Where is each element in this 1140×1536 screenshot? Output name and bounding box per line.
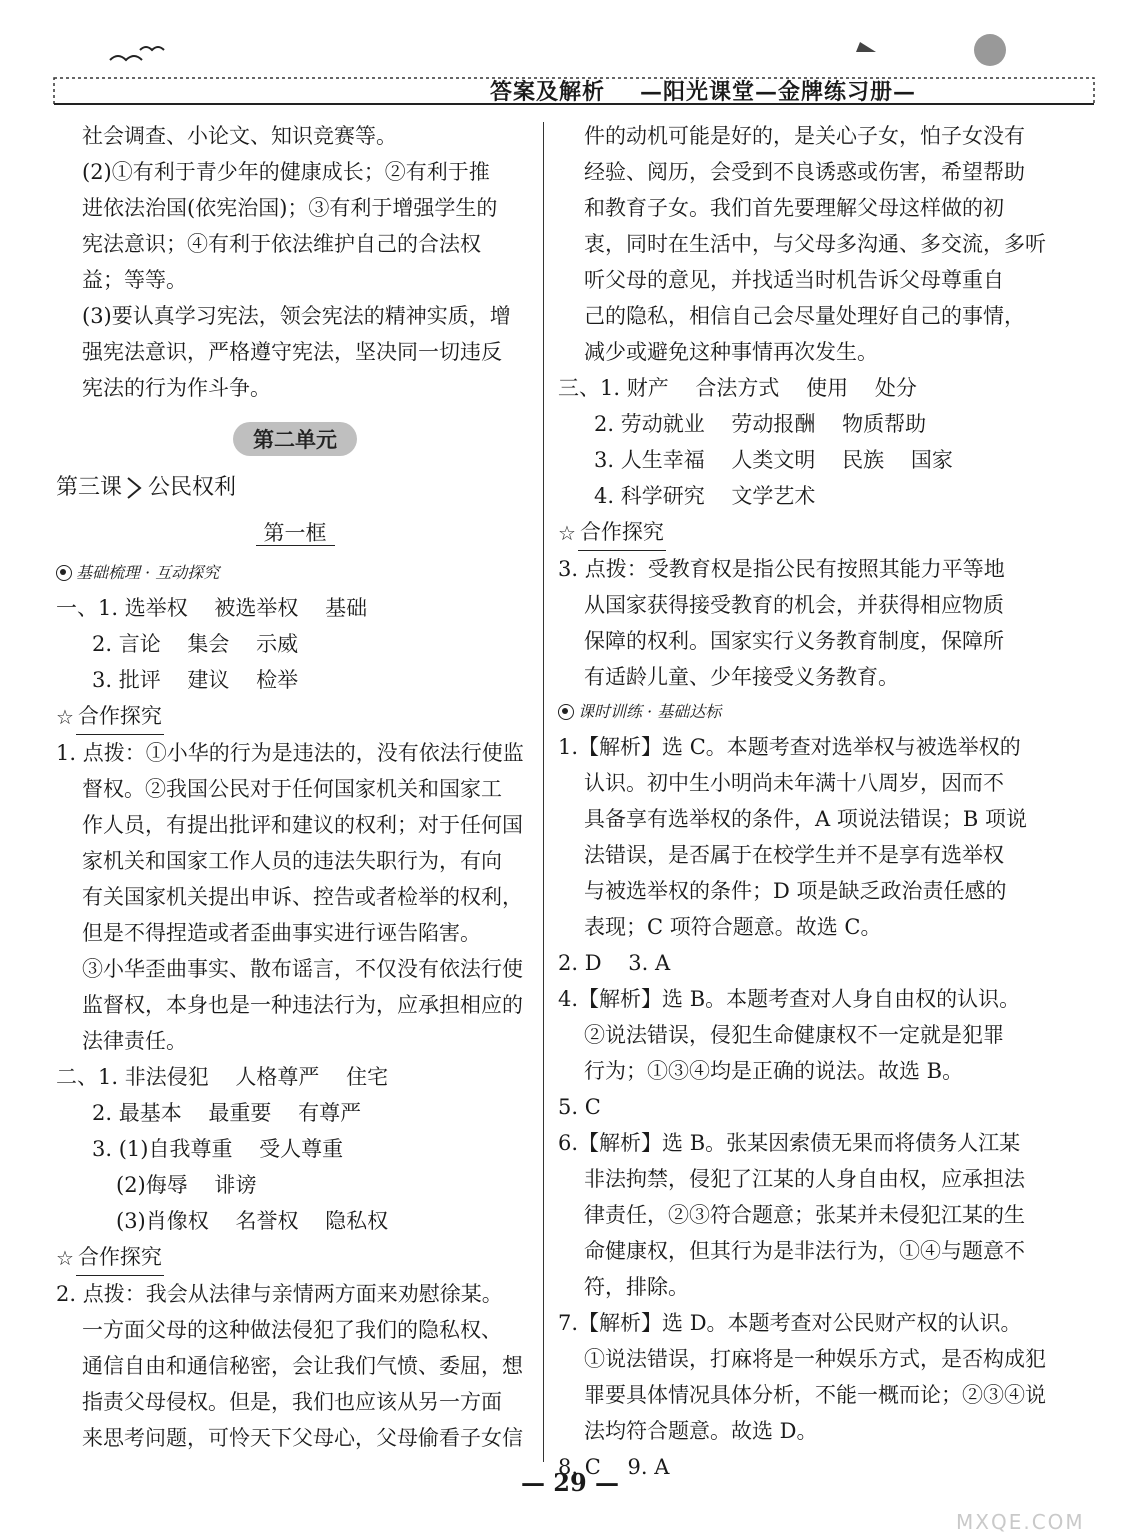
answer-line: 从国家获得接受教育的机会，并获得相应物质: [584, 593, 1004, 617]
answer-line: 命健康权，但其行为是非法行为，①④与题意不: [584, 1239, 1025, 1263]
text-line: (3)要认真学习宪法，领会宪法的精神实质，增: [82, 304, 511, 328]
star-icon: ☆: [56, 704, 74, 729]
answer-line: 3. 批评 建议 检举: [92, 668, 299, 692]
column-divider: [543, 122, 544, 1462]
page-header: [50, 20, 1100, 110]
text-line: 宪法意识；④有利于依法维护自己的合法权: [82, 232, 481, 256]
left-column: [56, 118, 534, 1456]
frame-title: 第一框: [56, 514, 534, 552]
lesson-number: 第三课: [56, 475, 123, 500]
text-line: (2)①有利于青少年的健康成长；②有利于推: [82, 160, 490, 184]
answer-line: 3. 点拨：受教育权是指公民有按照其能力平等地: [558, 557, 1005, 581]
answer-line: 二、1. 非法侵犯 人格尊严 住宅: [56, 1065, 389, 1089]
coop-heading: ☆ 合作探究: [56, 1239, 534, 1276]
answer-line: 法律责任。: [82, 1029, 187, 1053]
answer-line: (3)肖像权 名誉权 隐私权: [116, 1209, 389, 1233]
answer-line: 听父母的意见，并找适当时机告诉父母尊重自: [584, 268, 1004, 292]
answer-line: (2)侮辱 诽谤: [116, 1173, 257, 1197]
answer-line: 2. 最基本 最重要 有尊严: [92, 1101, 362, 1125]
answer-line: 3. 人生幸福 人类文明 民族 国家: [594, 448, 953, 472]
answer-line: 法均符合题意。故选 D。: [584, 1419, 818, 1443]
answer-line: 和教育子女。我们首先要理解父母这样做的初: [584, 196, 1004, 220]
answer-line: 2. D 3. A: [558, 951, 671, 975]
section-icon: [56, 565, 72, 581]
answer-line: 作人员，有提出批评和建议的权利；对于任何国: [82, 813, 523, 837]
answer-line: 律责任，②③符合题意；张某并未侵犯江某的生: [584, 1203, 1025, 1227]
answer-line: 衷，同时在生活中，与父母多沟通、多交流，多听: [584, 232, 1046, 256]
answer-line: 表现；C 项符合题意。故选 C。: [584, 915, 882, 939]
answer-line: 己的隐私，相信自己会尽量处理好自己的事情，: [584, 304, 1025, 328]
answer-line: 2. 劳动就业 劳动报酬 物质帮助: [594, 412, 927, 436]
answer-line: 三、1. 财产 合法方式 使用 处分: [558, 376, 917, 400]
coop-heading: ☆ 合作探究: [56, 698, 534, 735]
text-line: 强宪法意识，严格遵守宪法，坚决同一切违反: [82, 340, 502, 364]
answer-line: 法错误，是否属于在校学生并不是享有选举权: [584, 843, 1004, 867]
answer-line: 件的动机可能是好的，是关心子女，怕子女没有: [584, 124, 1025, 148]
answer-line: 2. 言论 集会 示威: [92, 632, 299, 656]
header-right-title: —阳光课堂—金牌练习册—: [640, 79, 917, 105]
answer-line: 指责父母侵权。但是，我们也应该从另一方面: [82, 1390, 502, 1414]
coop-heading: ☆ 合作探究: [558, 514, 1048, 551]
answer-line: 6.【解析】选 B。张某因索债无果而将债务人江某: [558, 1131, 1021, 1155]
watermark-logo: [956, 1470, 1136, 1534]
header-left-title: 答案及解析: [490, 79, 606, 105]
answer-line: 3. (1)自我尊重 受人尊重: [92, 1137, 344, 1161]
answer-line: 1.【解析】选 C。本题考查对选举权与被选举权的: [558, 735, 1021, 759]
page-number: — 29 —: [520, 1468, 620, 1497]
text-line: 进依法治国(依宪治国)；③有利于增强学生的: [82, 196, 498, 220]
answer-line: 督权。②我国公民对于任何国家机关和国家工: [82, 777, 502, 801]
section-heading: 基础梳理 · 互动探究: [56, 558, 534, 588]
answer-line: 通信自由和通信秘密，会让我们气愤、委屈，想: [82, 1354, 523, 1378]
answer-line: 4. 科学研究 文学艺术: [594, 484, 816, 508]
unit-banner-label: 第二单元: [233, 422, 357, 456]
section-icon: [558, 704, 574, 720]
answer-line: 7.【解析】选 D。本题考查对公民财产权的认识。: [558, 1311, 1022, 1335]
answer-line: 非法拘禁，侵犯了江某的人身自由权，应承担法: [584, 1167, 1025, 1191]
watermark-text: MXQE.COM: [956, 1510, 1085, 1534]
answer-line: 减少或避免这种事情再次发生。: [584, 340, 878, 364]
answer-line: 与被选举权的条件；D 项是缺乏政治责任感的: [584, 879, 1007, 903]
lesson-title: [56, 468, 534, 508]
star-icon: ☆: [558, 520, 576, 545]
answer-line: 具备享有选举权的条件，A 项说法错误；B 项说: [584, 807, 1027, 831]
chevron-right-icon: [126, 476, 142, 500]
star-icon: ☆: [56, 1245, 74, 1270]
answer-line: 家机关和国家工作人员的违法失职行为，有向: [82, 849, 502, 873]
answer-line: ①说法错误，打麻将是一种娱乐方式，是否构成犯: [584, 1347, 1046, 1371]
answer-line: ②说法错误，侵犯生命健康权不一定就是犯罪: [584, 1023, 1004, 1047]
unit-banner: [56, 416, 534, 462]
answer-line: 行为；①③④均是正确的说法。故选 B。: [584, 1059, 964, 1083]
right-column: [558, 118, 1048, 1485]
text-line: 益；等等。: [82, 268, 187, 292]
text-line: 社会调查、小论文、知识竞赛等。: [82, 124, 397, 148]
answer-line: 5. C: [558, 1095, 601, 1119]
answer-line: 来思考问题，可怜天下父母心，父母偷看子女信: [82, 1426, 523, 1450]
answer-line: 4.【解析】选 B。本题考查对人身自由权的认识。: [558, 987, 1021, 1011]
answer-line: 符，排除。: [584, 1275, 689, 1299]
answer-line: 但是不得捏造或者歪曲事实进行诬告陷害。: [82, 921, 481, 945]
answer-line: 8. C 9. A: [558, 1455, 670, 1479]
answer-line: 一方面父母的这种做法侵犯了我们的隐私权、: [82, 1318, 502, 1342]
answer-line: 罪要具体情况具体分析，不能一概而论；②③④说: [584, 1383, 1046, 1407]
answer-line: 认识。初中生小明尚未年满十八周岁，因而不: [584, 771, 1004, 795]
text-line: 宪法的行为作斗争。: [82, 376, 271, 400]
section-heading: 课时训练 · 基础达标: [558, 697, 1048, 727]
answer-line: 监督权，本身也是一种违法行为，应承担相应的: [82, 993, 523, 1017]
answer-line: 有关国家机关提出申诉、控告或者检举的权利，: [82, 885, 523, 909]
answer-line: 保障的权利。国家实行义务教育制度，保障所: [584, 629, 1004, 653]
answer-line: 有适龄儿童、少年接受义务教育。: [584, 665, 899, 689]
answer-line: ③小华歪曲事实、散布谣言，不仅没有依法行使: [82, 957, 523, 981]
answer-line: 一、1. 选举权 被选举权 基础: [56, 596, 368, 620]
answer-line: 2. 点拨：我会从法律与亲情两方面来劝慰徐某。: [56, 1282, 503, 1306]
lesson-name: 公民权利: [148, 475, 237, 500]
answer-line: 1. 点拨：①小华的行为是违法的，没有依法行使监: [56, 741, 524, 765]
answer-line: 经验、阅历，会受到不良诱惑或伤害，希望帮助: [584, 160, 1025, 184]
